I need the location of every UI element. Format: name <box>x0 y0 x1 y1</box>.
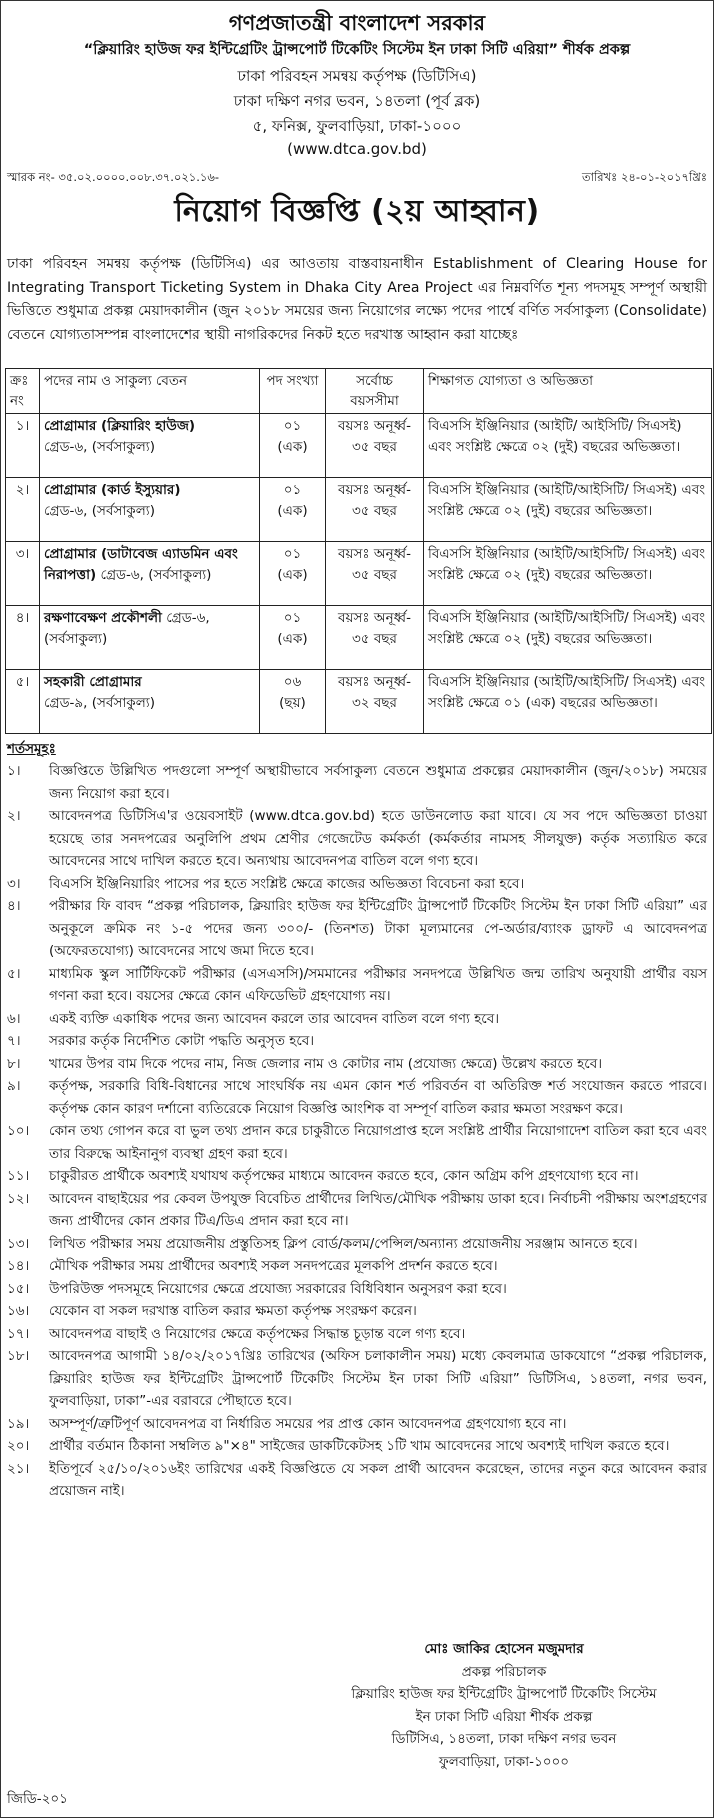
project-title: “ক্লিয়ারিং হাউজ ফর ইন্টিগ্রেটিং ট্রান্সপোর্ট টিকেটিং সিস্টেম ইন ঢাকা সিটি এরিয়া” শীর্ষক প্রকল্প <box>83 42 631 58</box>
count-word: (এক) <box>277 439 308 455</box>
condition-text: বিএসসি ইঞ্জিনিয়ারিং পাসের পর হতে সংশ্লিষ্ট ক্ষেত্রে কাজের অভিজ্ঞতা বিবেচনা করা হবে। <box>49 875 525 892</box>
row-count <box>260 606 326 670</box>
condition-number: ১৬। <box>7 1303 30 1319</box>
intro-paragraph: ঢাকা পরিবহন সমন্বয় কর্তৃপক্ষ (ডিটিসিএ) এর আওতায় বাস্তবায়নাধীন Establishment of Clearing House for Integrating Transport Ticketing System in Dhaka City Area Project এর নিম্নবর্ণিত শূন্য পদসমূহ সম্পূর্ণ অস্থায়ী ভিত্তিতে শুধুমাত্র প্রকল্প মেয়াদকালীন (জুন ২০১৮ সময়ের জন্য নিয়োগের লক্ষ্যে পদের পার্শ্বে বর্ণিত সর্বসাকুল্য (Consolidate) বেতনে যোগ্যতাসম্পন্ন বাংলাদেশের স্থায়ী নাগরিকদের নিকট হতে দরখাস্ত আহ্বান করা যাচ্ছেঃ <box>7 256 707 343</box>
row-count <box>260 414 326 478</box>
condition-number: ১৯। <box>7 1415 30 1432</box>
condition-text: খামের উপর বাম দিকে পদের নাম, নিজ জেলার নাম ও কোটার নাম (প্রযোজ্য ক্ষেত্রে) উল্লেখ করতে হবে। <box>49 1055 603 1072</box>
list-item <box>7 1008 707 1031</box>
count-word: (ছয়) <box>279 695 306 711</box>
condition-text: আবেদনপত্র ডিটিসিএ'র ওয়েবসাইট (www.dtca.gov.bd) হতে ডাউনলোড করা যাবে। যে সব পদে অভিজ্ঞতা চাওয়া হয়েছে তার সনদপত্রের অনুলিপি প্রথম শ্রেণীর গেজেটেড কর্মকর্তা (কর্মকর্তার নামসহ সীলযুক্ত) কর্তৃক সত্যায়িত করে আবেদনের সাথে দাখিল করতে হবে। অন্যথায় আবেদনপত্র বাতিল বলে গণ্য হবে। <box>49 808 707 869</box>
count-word: (এক) <box>277 503 308 519</box>
condition-number: ১৮। <box>7 1348 30 1364</box>
post-grade: গ্রেড-৬, (সর্বসাকুল্য) <box>44 439 155 455</box>
signatory-city: ফুলবাড়িয়া, ঢাকা-১০০০ <box>438 1753 570 1770</box>
posts-table <box>5 368 712 734</box>
table-header-row <box>6 369 712 414</box>
building-address: ঢাকা দক্ষিণ নগর ভবন, ১৪তলা (পূর্ব ব্লক) <box>233 92 481 110</box>
condition-text: প্রার্থীর বর্তমান ঠিকানা সম্বলিত ৯"×৪" সাইজের ডাকটিকেটসহ ১টি খাম আবেদনের সাথে অবশ্যই দাখিল করতে হবে। <box>49 1438 670 1454</box>
conditions-heading: শর্তসমূহঃ <box>7 741 56 757</box>
list-item <box>7 1458 707 1503</box>
condition-text: লিখিত পরীক্ষার সময় প্রয়োজনীয় প্রস্তুতিসহ ক্লিপ বোর্ড/কলম/পেন্সিল/অন্যান্য প্রয়োজনীয় সরঞ্জাম আনতে হবে। <box>49 1235 638 1252</box>
condition-text: কোন তথ্য গোপন করে বা ভুল তথ্য প্রদান করে চাকুরীতে নিয়োগপ্রাপ্ত হলে সংশ্লিষ্ট প্রার্থীর নিয়োগাদেশ বাতিল করা হবে এবং তার বিরুদ্ধে আইনানুগ ব্যবস্থা গ্রহণ করা হবে। <box>49 1123 707 1162</box>
government-name: গণপ্রজাতন্ত্রী বাংলাদেশ সরকার <box>228 11 486 35</box>
age-label: বয়সঃ অনূর্ধ্ব- <box>338 418 411 434</box>
age-value: ৩৫ বছর <box>352 567 397 583</box>
list-item <box>7 963 707 1008</box>
condition-text: সরকার কর্তৃক নির্দেশিত কোটা পদ্ধতি অনুসৃত হবে। <box>49 1033 315 1049</box>
condition-text: আবেদনপত্র বাছাই ও নিয়োগের ক্ষেত্রে কর্তৃপক্ষের সিদ্ধান্ত চূড়ান্ত বলে গণ্য হবে। <box>49 1325 466 1342</box>
list-item <box>7 1188 707 1233</box>
post-name: সহকারী প্রোগ্রামার <box>44 674 142 690</box>
count-number: ০১ <box>283 482 302 498</box>
row-count <box>260 670 326 734</box>
notice-title: নিয়োগ বিজ্ঞপ্তি (২য় আহ্বান) <box>174 194 540 229</box>
list-item <box>7 1278 707 1301</box>
condition-number: ২। <box>7 808 21 824</box>
row-post <box>40 542 260 606</box>
condition-number: ৮। <box>7 1055 21 1072</box>
row-qualification: বিএসসি ইঞ্জিনিয়ার (আইটি/আইসিটি/ সিএসই) এবং সংশ্লিষ্ট ক্ষেত্রে ০২ (দুই) বছরের অভিজ্ঞতা। <box>424 606 712 670</box>
conditions-list <box>7 760 707 1503</box>
row-post <box>40 478 260 542</box>
condition-number: ৭। <box>7 1033 21 1049</box>
list-item <box>7 1233 707 1256</box>
age-value: ৩২ বছর <box>352 695 397 711</box>
list-item <box>7 1030 707 1053</box>
post-grade: গ্রেড-৬, (সর্বসাকুল্য) <box>44 610 210 647</box>
age-label: বয়সঃ অনূর্ধ্ব- <box>338 674 411 690</box>
row-serial: ৩। <box>6 542 40 606</box>
count-word: (এক) <box>277 567 308 583</box>
signature-block <box>301 1638 707 1773</box>
condition-number: ৪। <box>7 898 21 914</box>
count-word: (এক) <box>277 631 308 647</box>
authority-name: ঢাকা পরিবহন সমন্বয় কর্তৃপক্ষ (ডিটিসিএ) <box>237 67 477 85</box>
age-label: বয়সঃ অনূর্ধ্ব- <box>338 546 411 562</box>
row-age <box>326 478 424 542</box>
age-label: বয়সঃ অনূর্ধ্ব- <box>338 482 411 498</box>
row-age <box>326 606 424 670</box>
row-qualification: বিএসসি ইঞ্জিনিয়ার (আইটি/আইসিটি/ সিএসই) এবং সংশ্লিষ্ট ক্ষেত্রে ০২ (দুই) বছরের অভিজ্ঞতা। <box>424 478 712 542</box>
list-item <box>7 1300 707 1323</box>
count-number: ০১ <box>283 610 302 626</box>
condition-number: ১৩। <box>7 1235 30 1252</box>
col-qualification: শিক্ষাগত যোগ্যতা ও অভিজ্ঞতা <box>424 369 712 414</box>
condition-number: ১১। <box>7 1168 30 1184</box>
list-item <box>7 1120 707 1165</box>
condition-number: ৩। <box>7 875 21 892</box>
table-row <box>6 478 712 542</box>
condition-number: ২০। <box>7 1438 30 1454</box>
condition-text: পরীক্ষার ফি বাবদ “প্রকল্প পরিচালক, ক্লিয়ারিং হাউজ ফর ইন্টিগ্রেটিং ট্রান্সপোর্ট টিকেটিং সিস্টেম ইন ঢাকা সিটি এরিয়া” এর অনুকূলে ক্রমিক নং ১-৫ পদের জন্য ৩০০/- (তিনশত) টাকা মূল্যমানের পে-অর্ডার/ব্যাংক ড্রাফট এ আবেদনপত্র (অফেরতযোগ্য) আবেদনের সাথে জমা দিতে হবে। <box>49 898 707 959</box>
condition-number: ৫। <box>7 965 21 982</box>
table-row <box>6 606 712 670</box>
table-row <box>6 414 712 478</box>
list-item <box>7 1165 707 1188</box>
signatory-name: মোঃ জাকির হোসেন মজুমদার <box>424 1641 584 1657</box>
age-label: বয়সঃ অনূর্ধ্ব- <box>338 610 411 626</box>
condition-text: আবেদনপত্র আগামী ১৪/০২/২০১৭খ্রিঃ তারিখের (অফিস চলাকালীন সময়) মধ্যে কেবলমাত্র ডাকযোগে “প্রকল্প পরিচালক, ক্লিয়ারিং হাউজ ফর ইন্টিগ্রেটিং ট্রান্সপোর্ট টিকেটিং সিস্টেম ইন ঢাকা সিটি এরিয়া” ডিটিসিএ, ১৪তলা, নগর ভবন, ফুলবাড়িয়া, ঢাকা”-এর বরাবরে পৌছাতে হবে। <box>49 1348 707 1409</box>
signatory-project-line1: ক্লিয়ারিং হাউজ ফর ইন্টিগ্রেটিং ট্রান্সপোর্ট টিকেটিং সিস্টেম <box>351 1686 657 1702</box>
condition-number: ১৫। <box>7 1280 30 1297</box>
footer-code: জিডি-২০১ <box>7 1791 68 1807</box>
row-age <box>326 414 424 478</box>
table-row <box>6 542 712 606</box>
row-post <box>40 414 260 478</box>
condition-text: কর্তৃপক্ষ, সরকারি বিধি-বিধানের সাথে সাংঘর্ষিক নয় এমন কোন শর্ত পরিবর্তন বা অতিরিক্ত শর্ত সংযোজন করতে পারবে। কর্তৃপক্ষ কোন কারণ দর্শানো ব্যতিরেকে নিয়োগ বিজ্ঞপ্তি আংশিক বা সম্পূর্ণ বাতিল করার ক্ষমতা সংরক্ষণ করে। <box>49 1078 707 1117</box>
list-item <box>7 760 707 805</box>
row-age <box>326 670 424 734</box>
condition-number: ১৭। <box>7 1325 30 1342</box>
list-item <box>7 1345 707 1413</box>
list-item <box>7 1435 707 1458</box>
condition-text: ইতিপূর্বে ২৫/১০/২০১৬ইং তারিখের একই বিজ্ঞপ্তিতে যে সকল প্রার্থী আবেদন করেছেন, তাদের নতুন করে আবেদন করার প্রয়োজন নাই। <box>49 1460 707 1499</box>
post-grade: গ্রেড-৬, (সর্বসাকুল্য) <box>100 567 212 583</box>
list-item <box>7 873 707 896</box>
row-serial: ২। <box>6 478 40 542</box>
list-item <box>7 1323 707 1346</box>
age-value: ৩৫ বছর <box>352 631 397 647</box>
condition-number: ৯। <box>7 1078 21 1094</box>
signatory-office: ডিটিসিএ, ১৪তলা, ঢাকা দক্ষিণ নগর ভবন <box>391 1731 617 1747</box>
table-row <box>6 670 712 734</box>
row-age <box>326 542 424 606</box>
condition-number: ১২। <box>7 1190 30 1207</box>
row-serial: ১। <box>6 414 40 478</box>
col-post-name: পদের নাম ও সাকুল্য বেতন <box>40 369 260 414</box>
post-grade: গ্রেড-৯, (সর্বসাকুল্য) <box>44 695 155 711</box>
row-qualification: বিএসসি ইঞ্জিনিয়ার (আইটি/আইসিটি/ সিএসই) এবং সংশ্লিষ্ট ক্ষেত্রে ০১ (এক) বছরের অভিজ্ঞতা। <box>424 670 712 734</box>
list-item <box>7 1075 707 1120</box>
count-number: ০৬ <box>283 674 302 690</box>
post-grade: গ্রেড-৬, (সর্বসাকুল্য) <box>44 503 155 519</box>
col-age-limit: সর্বোচ্চ বয়সসীমা <box>326 369 424 414</box>
col-serial: ক্রঃ নং <box>6 369 40 414</box>
condition-text: আবেদন বাছাইয়ের পর কেবল উপযুক্ত বিবেচিত প্রার্থীদের লিখিত/মৌখিক পরীক্ষায় ডাকা হবে। নির্বাচনী পরীক্ষায় অংশগ্রহণের জন্য প্রার্থীদের কোন প্রকার টিএ/ডিএ প্রদান করা হবে না। <box>49 1190 707 1229</box>
list-item <box>7 805 707 873</box>
row-count <box>260 478 326 542</box>
condition-text: অসম্পূর্ণ/ত্রুটিপূর্ণ আবেদনপত্র বা নির্ধারিত সময়ের পর প্রাপ্ত কোন আবেদনপত্র গ্রহণযোগ্য হবে না। <box>49 1415 567 1432</box>
memo-number: স্মারক নং- ৩৫.০২.০০০০.০০৮.৩৭.০২১.১৬- <box>7 170 220 184</box>
list-item <box>7 895 707 963</box>
condition-text: চাকুরীরত প্রার্থীকে অবশ্যই যথাযথ কর্তৃপক্ষের মাধ্যমে আবেদন করতে হবে, কোন অগ্রিম কপি গ্রহণযোগ্য হবে না। <box>49 1168 639 1184</box>
post-name: প্রোগ্রামার (ডাটাবেজ এ্যাডমিন এবং নিরাপত্তা) <box>44 546 238 583</box>
post-name: প্রোগ্রামার (কার্ড ইস্যুয়ার) <box>44 482 181 498</box>
list-item <box>7 1413 707 1436</box>
condition-number: ২১। <box>7 1460 30 1477</box>
count-number: ০১ <box>283 546 302 562</box>
condition-text: মাধ্যমিক স্কুল সার্টিফিকেট পরীক্ষার (এসএসসি)/সমমানের পরীক্ষার সনদপত্রে উল্লিখিত জন্ম তারিখ অনুযায়ী প্রার্থীর বয়স গণনা করা হবে। বয়সের ক্ষেত্রে কোন এফিডেভিট গ্রহণযোগ্য নয়। <box>49 965 707 1004</box>
row-post <box>40 670 260 734</box>
row-serial: ৫। <box>6 670 40 734</box>
col-post-count: পদ সংখ্যা <box>260 369 326 414</box>
condition-number: ১০। <box>7 1123 30 1139</box>
condition-number: ১। <box>7 763 21 779</box>
row-count <box>260 542 326 606</box>
condition-text: মৌখিক পরীক্ষার সময় প্রার্থীদের অবশ্যই সকল সনদপত্রের মূলকপি প্রদর্শন করতে হবে। <box>49 1258 498 1274</box>
condition-text: যেকোন বা সকল দরখাস্ত বাতিল করার ক্ষমতা কর্তৃপক্ষ সংরক্ষণ করেন। <box>49 1303 417 1319</box>
condition-number: ১৪। <box>7 1258 30 1274</box>
age-value: ৩৫ বছর <box>352 439 397 455</box>
condition-number: ৬। <box>7 1010 21 1027</box>
condition-text: উপরিউক্ত পদসমূহে নিয়োগের ক্ষেত্রে প্রযোজ্য সরকারের বিধিবিধান অনুসরণ করা হবে। <box>49 1280 507 1297</box>
post-name: রক্ষণাবেক্ষণ প্রকৌশলী <box>44 610 162 626</box>
website: (www.dtca.gov.bd) <box>287 140 427 158</box>
list-item <box>7 1255 707 1278</box>
row-qualification: বিএসসি ইঞ্জিনিয়ার (আইটি/ আইসিটি/ সিএসই) এবং সংশ্লিষ্ট ক্ষেত্রে ০২ (দুই) বছরের অভিজ্ঞতা। <box>424 414 712 478</box>
row-post <box>40 606 260 670</box>
condition-text: একই ব্যক্তি একাধিক পদের জন্য আবেদন করলে তার আবেদন বাতিল বলে গণ্য হবে। <box>49 1010 500 1027</box>
row-qualification: বিএসসি ইঞ্জিনিয়ার (আইটি/আইসিটি/ সিএসই) এবং সংশ্লিষ্ট ক্ষেত্রে ০২ (দুই) বছরের অভিজ্ঞতা। <box>424 542 712 606</box>
street-address: ৫, ফনিক্স, ফুলবাড়িয়া, ঢাকা-১০০০ <box>252 117 462 135</box>
list-item <box>7 1053 707 1076</box>
row-serial: ৪। <box>6 606 40 670</box>
signatory-project-line2: ইন ঢাকা সিটি এরিয়া শীর্ষক প্রকল্প <box>415 1708 593 1725</box>
notice-date: তারিখঃ ২৪-০১-২০১৭খ্রিঃ <box>582 170 707 184</box>
post-name: প্রোগ্রামার (ক্লিয়ারিং হাউজ) <box>44 418 196 434</box>
age-value: ৩৫ বছর <box>352 503 397 519</box>
count-number: ০১ <box>283 418 302 434</box>
condition-text: বিজ্ঞপ্তিতে উল্লিখিত পদগুলো সম্পূর্ণ অস্থায়ীভাবে সর্বসাকুল্য বেতনে শুধুমাত্র প্রকল্পের মেয়াদকালীন (জুন/২০১৮) সময়ের জন্য নিয়োগ করা হবে। <box>49 763 707 802</box>
signatory-designation: প্রকল্প পরিচালক <box>461 1663 547 1680</box>
